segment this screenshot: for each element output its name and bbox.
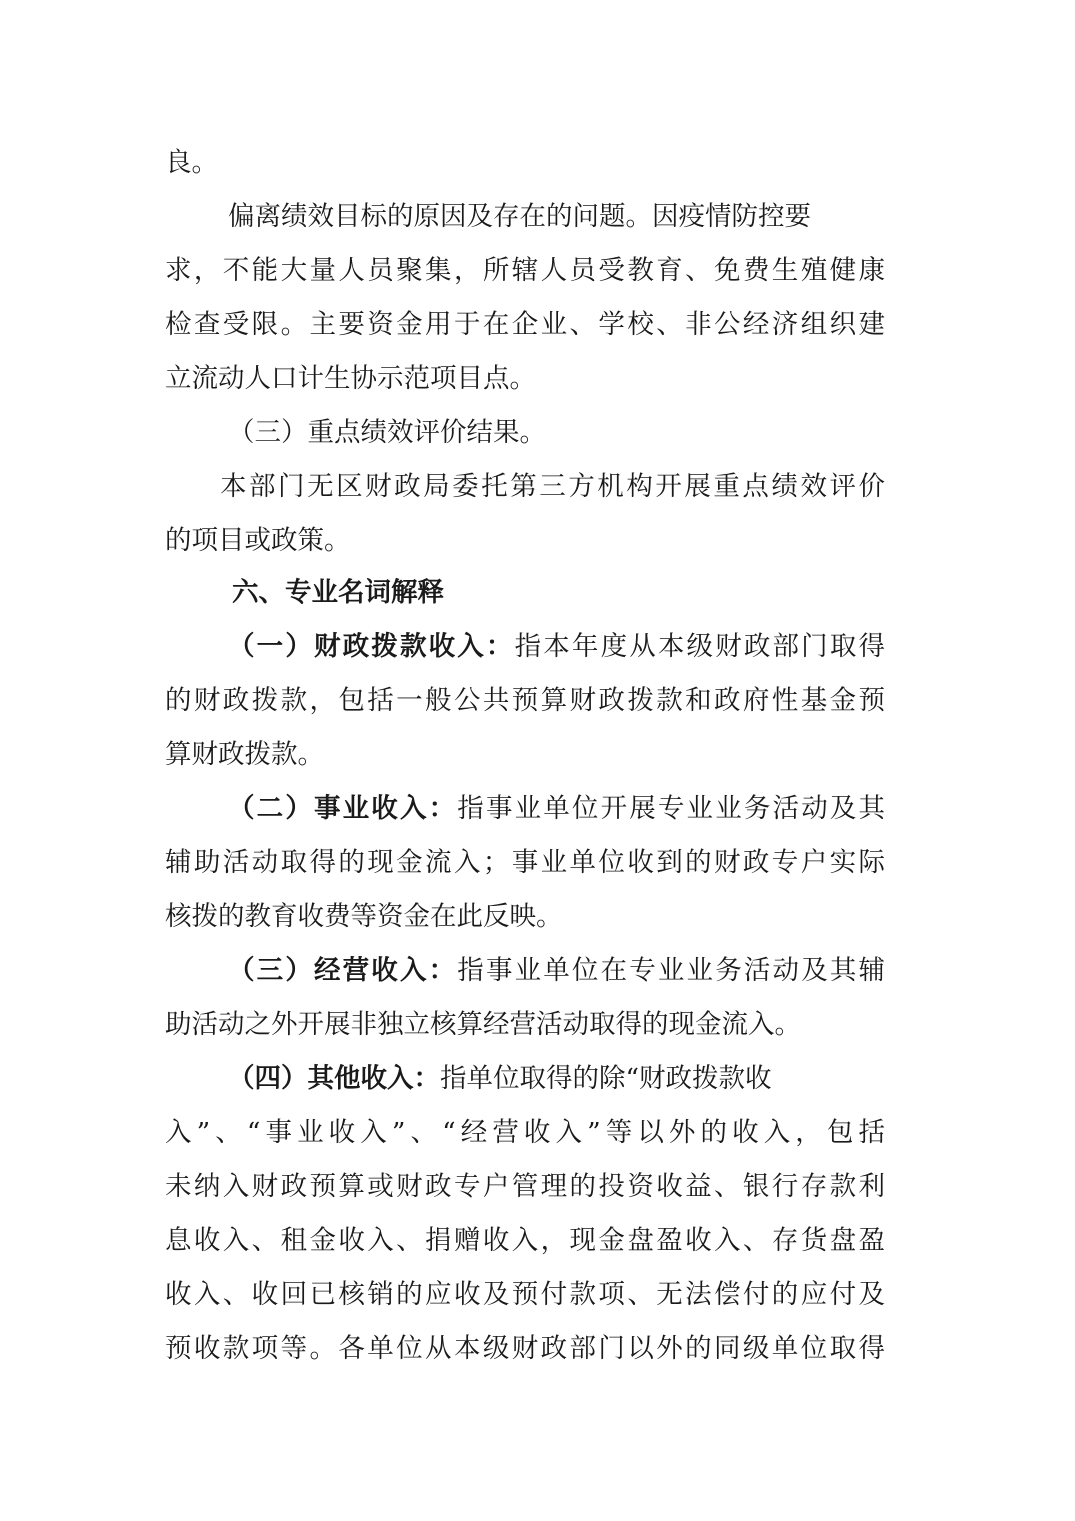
term-operating-income-line [228,951,885,991]
term-label: （四）其他收入： [228,1063,440,1094]
text-line: 的项目或政策。 [165,525,351,556]
text-line: 预收款项等。各单位从本级财政部门以外的同级单位取得 [165,1333,885,1364]
text-line: 良。 [165,147,218,178]
paragraph-evaluation-line: 本部门无区财政局委托第三方机构开展重点绩效评价 [220,471,885,502]
text-line: 收入、收回已核销的应收及预付款项、无法偿付的应付及 [165,1279,885,1310]
term-fiscal-appropriation-line [228,627,885,667]
text-line: 息收入、租金收入、捐赠收入，现金盘盈收入、存货盘盈 [165,1225,885,1256]
term-definition: 指本年度从本级财政部门取得 [514,631,885,662]
text-line: 求，不能大量人员聚集，所辖人员受教育、免费生殖健康 [165,255,885,286]
term-label: （一）财政拨款收入： [228,631,515,662]
term-definition: 指单位取得的除“财政拨款收 [440,1063,772,1094]
text-line: 检查受限。主要资金用于在企业、学校、非公经济组织建 [165,309,885,340]
text-line: 辅助活动取得的现金流入；事业单位收到的财政专户实际 [165,847,885,878]
text-line: 立流动人口计生协示范项目点。 [165,363,536,394]
text-line: 助活动之外开展非独立核算经营活动取得的现金流入。 [165,1009,801,1040]
term-business-income-line [228,789,885,829]
text-line: 算财政拨款。 [165,739,324,770]
text-line: 入”、“事业收入”、“经营收入”等以外的收入，包括 [165,1117,885,1148]
text-line: 核拨的教育收费等资金在此反映。 [165,901,563,932]
text-line: 未纳入财政预算或财政专户管理的投资收益、银行存款利 [165,1171,885,1202]
term-label: （二）事业收入： [228,793,458,824]
term-other-income-line [228,1059,848,1099]
term-label: （三）经营收入： [228,955,458,986]
section-heading-terms: 六、专业名词解释 [232,577,444,608]
paragraph-deviation-reasons-line: 偏离绩效目标的原因及存在的问题。因疫情防控要 [228,201,811,232]
text-line: 的财政拨款，包括一般公共预算财政拨款和政府性基金预 [165,685,885,716]
section-heading-key-evaluation: （三）重点绩效评价结果。 [228,417,546,448]
term-definition: 指事业单位开展专业业务活动及其 [457,793,885,824]
term-definition: 指事业单位在专业业务活动及其辅 [457,955,885,986]
